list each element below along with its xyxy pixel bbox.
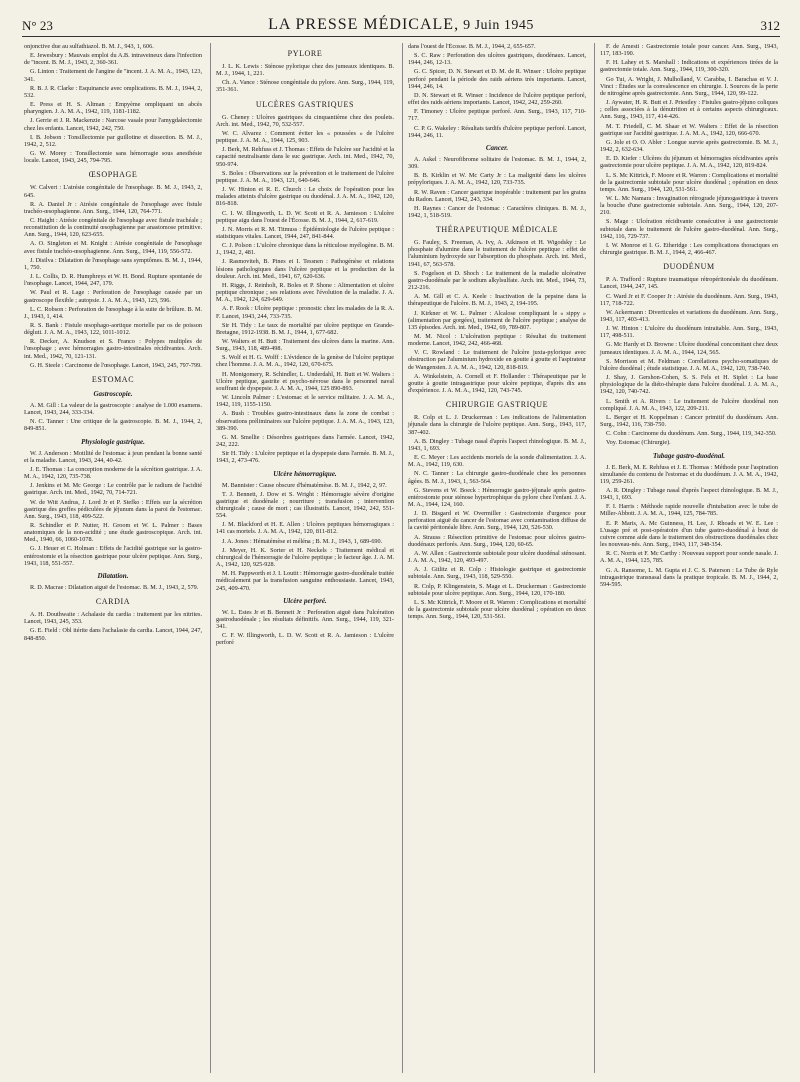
page-header [22, 8, 780, 37]
section-heading: THÉRAPEUTIQUE MÉDICALE [435, 225, 559, 235]
reference-entry: G. Cheney : Ulcères gastriques du cinquantième chez des poulets. Arch. int. Med., 1942, 70, 532-557. [216, 113, 394, 128]
reference-entry: Ch. A. Vance : Sténose congénitale du pylore. Ann. Surg., 1944, 119, 351-361. [216, 79, 394, 94]
reference-entry: C. F. W. Illingworth, L. D. W. Scott et R. A. Jamieson : L'ulcère perforé [216, 632, 394, 647]
reference-entry: S. Boles : Observations sur la prévention et le traitement de l'ulcère peptique. J. A. M. A., 1943, 121, 640-646. [216, 169, 394, 184]
reference-entry: J. Aywater, H. R. Butt et J. Priestley : Fistules gastro-jéjuno coliques ; celles associées à la dénutrition et à certains aspects chirurgicaux. Ann. Surg., 1943, 117, 414-426. [600, 99, 778, 121]
reference-entry: W. Calvert : L'atrésie congénitale de l'œsophage. B. M. J., 1943, 2, 645. [24, 184, 202, 199]
reference-entry: W. Ackermann : Diverticules et variations du duodénum. Ann. Surg., 1943, 117, 403-413. [600, 308, 778, 323]
column-4 [594, 43, 780, 1073]
reference-entry: J. E. Berk, M. E. Rehfuss et J. E. Thomas : Méthode pour l'aspiration simultanée du contenu de l'estomac et du duodénum. J. A. M. A., 1942, 119, 259-261. [600, 463, 778, 485]
reference-entry: R. C. Norris et F. Mc Carthy : Nouveau support pour sonde nasale. J. A. M. A., 1944, 125, 785. [600, 550, 778, 565]
reference-entry: G. Mc Hardy et D. Browne : Ulcère duodénal concomitant chez deux jumeaux identiques. J. A. M. A., 1944, 124, 565. [600, 341, 778, 356]
reference-entry: A. W. Allen : Gastrectomie subtotale pour ulcère duodénal sténosant. J. A. M. A., 1942, 120, 493-497. [408, 549, 586, 565]
reference-entry: R. Schindler et P. Nutter, H. Groom et W. L. Palmer : Bases anatomiques de la non-acidité ; une étude gastroscopique. Arch. int. Med., 1940, 66, 1060-1078. [24, 521, 202, 544]
reference-entry: P. A. Trafford : Rupture traumatique rétropéritonéale du duodénum. Lancet, 1944, 247, 145. [600, 276, 778, 291]
reference-entry: G. Fauley, S. Freeman, A. Ivy, A. Atkinson et H. Wigodsky : Le phosphate d'alumine dans le traitement de l'ulcère peptique : effet de l'aluminium hydroxyde sur l'absorption du phosphate. Arch. int. Med., 1941, 67, 563-578. [408, 239, 586, 268]
reference-entry: G. Linton : Traitement de l'angine de ''incent. J. A. M. A., 1943, 123, 341. [24, 68, 202, 83]
reference-entry: R. B. J. R. Clarke : Esquinancie avec omplications. B. M. J., 1944, 2, 532. [24, 84, 202, 99]
reference-entry: J. M. Blackford et H. E. Allen : Ulcères peptiques hémorragiques : 141 cas mortels. J. A. M. A., 1942, 120, 811-812. [216, 521, 394, 536]
reference-entry: J. A. Jones : Hématémèse et méléna ; B. M. J., 1943, 1, 689-690. [222, 537, 383, 545]
reference-entry: R. D. Macrae : Dilatation aiguë de l'estomac. B. M. J., 1943, 2, 579. [30, 583, 199, 591]
reference-entry: S. Morrison et M. Feldman : Corrélations psycho-somatiques de l'ulcère duodénal ; étude statistique. J. A. M. A., 1942, 120, 738-740. [600, 357, 778, 372]
reference-entry: L. Smith et A. Rivers : Le traitement de l'ulcère duodénal non compliqué. J. A. M. A., 1943, 122, 209-211. [600, 397, 778, 412]
reference-entry: E. Press et H. S. Altman : Empyème ompliquant un abcès pharyngien. J. A. M. A., 1942, 119, 1181-1182. [24, 101, 202, 116]
reference-entry: V. C. Rowland : Le traitement de l'ulcère juxta-pylorique avec obstruction par l'aluminium hydroxide en goutte à goutte et l'aspirateur de Wangensten. J. A. M. A., 1942, 120, 818-819. [408, 349, 586, 371]
text-columns [22, 43, 780, 1073]
reference-entry: E. C. Meyer : Les accidents mortels de la sonde d'alimentation. J. A. M. A., 1942, 119, 630. [408, 454, 586, 469]
reference-entry: J. E. Thomas : La conception moderne de la sécrétion gastrique. J. A. M. A., 1942, 120, 735-738. [24, 465, 202, 481]
section-heading: CARDIA [95, 597, 131, 607]
reference-entry: L. Berger et H. Koppelman : Cancer primitif du duodénum. Ann. Surg., 1942, 116, 738-750. [600, 413, 778, 429]
reference-entry: J. Rasmoviteh, B. Pines et I. Tessnen : Pathogénèse et relations lésions pathologiques dans l'ulcère peptique et la production de la douleur. Arch. int. Med., 1941, 67, 620-636. [216, 258, 394, 280]
reference-entry: D. N. Stewart et R. Winser : Incidence de l'ulcère peptique perforé, effet des raids aériens importants. Lancet, 1942, 242, 259-260. [408, 91, 586, 107]
reference-entry: G. M. Smellie : Désordres gastriques dans l'armée. Lancet, 1942, 242, 222. [216, 433, 394, 449]
column-2 [210, 43, 396, 1073]
reference-entry: G. Stevens et W. Boeck : Hémorragie gastro-jéjunale après gastro-entérostomie pour sténose hypertrophique du pylore chez l'enfant. J. A. M. A., 1944, 124, 160. [408, 486, 586, 508]
reference-entry: F. I. Harris : Méthode rapide nouvelle d'intubation avec le tube de Miller-Abbott. J. A. M. A., 1944, 125, 784-785. [600, 503, 778, 518]
reference-entry: E. Jewesbury : Mauvais emploi du A.B. intraveineux dans l'infection de ''incent. B. M. J., 1943, 2, 360-361. [24, 52, 202, 67]
reference-entry: N. C. Tanner : Une critique de la gastroscopie. B. M. J., 1944, 2, 849-851. [24, 418, 202, 433]
reference-entry: G. C. Spicer, D. N. Stewart et D. M. de R. Winser : Ulcère peptique perforé pendant la période des raids aériens très importants. Lancet, 1944, 246, 14. [408, 68, 586, 90]
reference-entry: H. Montgomery, R. Schindler, L. Underdahl, H. Butt et W. Walters : Ulcère peptique, gastrite et psycho-névrose dans le personnel naval souffrant de dyspepsie. J. A. M. A., 1944, 125 890-893. [216, 370, 394, 392]
reference-entry: J. W. Hinton et R. E. Church : Le choix de l'opération pour les malades atteints d'ulcère gastrique ou duodénal. J. A. M. A., 1942, 120, 816-818. [216, 186, 394, 208]
reference-entry: G. E. Field : Obl itérite dans l'achalasie du cardia. Lancet, 1944, 247, 848-850. [24, 627, 202, 642]
reference-entry: J. Kirkner et W. L. Palmer : Alcalose compliquant le « sippy » (alimentation par gorgées), traitement de l'ulcère peptique ; analyse de 135 épisodes. Arch. int. Med., 1942, 69, 789-807. [408, 309, 586, 331]
reference-entry: E. D. Kiefer : Ulcères du jéjunum et hémorragies récidivantes après gastrectomie pour ulcère peptique. J. A. M. A., 1942, 120, 819-824. [600, 155, 778, 170]
reference-entry: J. Meyer, H. K. Sorter et H. Neckels : Traitement médical et chirurgical de l'hémorragie de l'ulcère peptique ; le facteur âge. J. A. M. A., 1942, 120, 925-928. [216, 546, 394, 569]
reference-entry: J. N. Morris et R. M. Titmuss : Épidémiologie de l'ulcère peptique : statistiques vitales. Lancet, 1944, 247, 841-844. [216, 225, 394, 240]
reference-entry: S. Mage : Ulcération récidivante consécutive à une gastrectomie subtotale dans le traitement de l'ulcère gastro-duodénal. Ann. Surg., 1942, 116, 729-737. [600, 218, 778, 240]
reference-entry: W. Lincoln Palmer : L'estomac et le service militaire. J. A. M. A., 1942, 119, 1155-1150. [216, 394, 394, 409]
reference-entry: A. B. Dingley : Tubage nasal d'après l'aspect rhinologique. B. M. J., 1943, 1, 693. [408, 437, 586, 452]
reference-entry: M. T. Friedell, C. M. Shaar et W. Walters : Effet de la résection gastrique sur l'acidité gastrique. J. A. M. A., 1942, 120, 666-670. [600, 122, 778, 137]
reference-entry: J. L. Collis, D. R. Humphreys et W. H. Bond. Rupture spontanée de l'œsophage. Lancet, 1944, 247, 179. [24, 273, 202, 288]
reference-entry: W. L. Mc Namara : Invagination rétrograde jéjunogastrique à travers la bouche d'une gastrectomie subtotale. Ann. Surg., 1944, 120, 207-210. [600, 194, 778, 217]
reference-entry: W. C. Alvarez : Comment éviter les « poussées » de l'ulcère peptique. J. A. M. A., 1944, 125, 903. [216, 129, 394, 145]
reference-entry: M. H. Pappworth et J. I. Loutit : Hémorragie gastro-duodénale traitée médicalement par la transfusion sanguine enthousiaste. Lancet, 1943, 245, 409-470. [216, 570, 394, 592]
running-title [132, 16, 670, 34]
reference-entry: J. Gerrie et J. R. Mackenzie : Narcose vasale pour l'amygdalectomie chez les enfants. Lancet, 1942, 242, 750. [24, 117, 202, 132]
reference-entry: F. Timoney : Ulcère peptique perforé. Ann. Surg., 1943, 117, 710-717. [408, 108, 586, 123]
journal-title: LA PRESSE MÉDICALE, [268, 16, 460, 33]
reference-entry: H. Riggs, J. Reinholt, R. Boles et P. Shone : Alimentation et ulcère peptique chronique ; ses relations avec l'évolution de la maladie. J. A. M. A., 1942, 124, 629-649. [216, 281, 394, 304]
reference-entry: E. P. Maris, A. Mc Guinness, H. Lee, J. Rhoads et W. E. Lee : L'usage pré et post-opératoire d'un tube gastro-duodénal à bout de cuivre comme aide dans le traitement des obstructions duodénales chez les nouveau-nés. Ann. Surg., 1943, 117, 348-354. [600, 519, 778, 549]
reference-entry: A. J. Gitlitz et R. Colp : Histologie gastrique et gastrectomie subtotale. Ann. Surg., 1943, 118, 529-550. [408, 566, 586, 581]
subsection-heading: Gastroscopie. [93, 389, 133, 398]
reference-entry: C. Ward Jr et F. Cooper Jr : Atrésie du duodénum. Ann. Surg., 1943, 117, 718-722. [600, 292, 778, 307]
reference-entry: J. Disilva : Dilatation de l'œsophage sans symptômes. B. M. J., 1944, 1, 750. [24, 256, 202, 271]
reference-entry: A. Strauss : Résection primitive de l'estomac pour ulcères gastro-duodénaux perforés. Ann. Surg., 1944, 120, 60-65. [408, 533, 586, 548]
reference-entry: R. W. Raven : Cancer gastrique inopérable : traitement par les grains du Radon. Lancet, 1942, 243, 334. [408, 188, 586, 203]
reference-entry: M. M. Nicol : L'ulcération peptique : Résultat du traitement moderne. Lancet, 1942, 242, 466-468. [408, 333, 586, 348]
reference-entry: F. de Amesti : Gastrectomie totale pour cancer. Ann. Surg., 1943, 117, 183-190. [600, 43, 778, 58]
reference-entry: R. Decker, A. Knudson et S. Franco : Polypes multiples de l'œsophage ; avec hémorragies gastro-intestinales récidivantes. Arch. int. Med., 1942, 70, 121-131. [24, 338, 202, 360]
reference-entry: A. Askel : Neurofibrome solitaire de l'estomac. B. M. J., 1944, 2, 309. [408, 155, 586, 171]
reference-entry: G. J. Heuer et C. Holman : Effets de l'acidité gastrique sur la gastro-entérostomie et la résection gastrique pour ulcère peptique. Ann. Surg., 1943, 118, 551-557. [24, 545, 202, 567]
reference-entry: Go Tui, A. Wright, J. Mulholland, V. Carabba, I. Barachas et V. J. Vinci : Études sur la convalescence en chirurgie. I. Sources de la perte de nitrogène après gastrectomie. Ann. Surg., 1944, 120, 99-122. [600, 75, 778, 97]
reference-entry: Sir H. Tidy : L'ulcère peptique et la dyspepsie dans l'armée. B. M. J., 1943, 2, 473-476. [216, 450, 394, 465]
reference-entry: onjonctive due au sulfathiazol. B. M. J., 943, 1, 606. [24, 43, 154, 50]
reference-entry: C. Haight : Atrésie congénitale de l'œsophage avec fistule trachéale ; reconstitution de la continuité œsophagienne par anastomose primitive. Ann. Surg., 1944, 120, 623-655. [24, 216, 202, 239]
reference-entry: W. de Witt Andrus, J. Lord Jr et P. Stefko : Effets sur la sécrétion gastrique des greffes pédiculées de jéjunum dans la paroi de l'estomac. Ann. Surg., 1943, 118, 499-522. [24, 498, 202, 520]
issue-number: N° 23 [22, 18, 53, 33]
reference-entry: S. C. Raw : Perforation des ulcères gastriques, duodénaux. Lancet, 1944, 246, 12-13. [408, 52, 586, 67]
section-heading: CHIRURGIE GASTRIQUE [445, 400, 549, 410]
reference-entry: S. Wolf et H. G. Wolff : L'évidence de la genèse de l'ulcère peptique chez l'homme. J. A. M. A., 1942, 120, 670-675. [216, 354, 394, 369]
reference-entry: C. P. G. Wakeley : Résultats tardifs d'ulcère peptique perforé. Lancet, 1944, 246, 11. [408, 124, 586, 139]
reference-entry: C. J. Polson : L'ulcère chronique dans la réticulose myélogène. B. M. J., 1942, 2, 481. [216, 242, 394, 257]
reference-entry: I. B. Jobson : Tonsillectomie par guillotine et dissection. B. M. J., 1942, 2, 512. [24, 133, 202, 148]
reference-entry: R. Colp, P. Klingenstein, S. Mage et L. Druckerman : Gastrectomie subtotale pour ulcère peptique. Ann. Surg., 1944, 120, 170-180. [408, 582, 586, 597]
reference-entry: J. L. K. Lewis : Sténose pylorique chez des jumeaux identiques. B. M. J., 1944, 1, 221. [216, 63, 394, 78]
column-1 [22, 43, 204, 1073]
reference-entry: A. R. Dingley : Tubage nasal d'après l'aspect rhinologique. B. M. J., 1943, 1, 693. [600, 486, 778, 502]
reference-entry: R. A. Daniel Jr : Atrésie congénitale de l'œsophage avec fistule trachéo-œsophagienne. Ann. Surg., 1944, 120, 764-771. [24, 200, 202, 215]
reference-entry: L. C. Robson : Perforation de l'œsophage à la suite de brûlure. B. M. J., 1943, 1, 414. [24, 305, 202, 320]
reference-entry: A. O. Singleton et M. Knight : Atrésie congénitale de l'œsophage avec fistule trachéo-œsophagienne. Ann. Surg., 1944, 119, 556-572. [24, 240, 202, 255]
reference-entry: A. M. Gill et C. A. Keele : Inactivation de la pepsine dans la thérapeutique de l'ulcère. B. M. J., 1943, 2, 194-195. [408, 293, 586, 308]
reference-entry: B. B. Kirklin et W. Mc Carty Jr : La malignité dans les ulcères prépyloriques. J. A. M. A., 1942, 120, 733-735. [408, 172, 586, 187]
reference-entry: G. A. Ransome, L. M. Gupta et J. C. S. Paterson : Le Tube de Ryle intragastrique transnasal dans la pratique tropicale. B. M. J., 1944, 2, 594-595. [600, 566, 778, 588]
reference-entry: R. S. Bank : Fistule œsophago-aortique mortelle par os de poisson dégluti. J. A. M. A., 1943, 122, 1011-1012. [24, 322, 202, 337]
section-heading: DUODÉNUM [663, 262, 715, 272]
reference-entry: A. F. Rook : Ulcère peptique : pronostic chez les malades de la R. A. F. Lancet, 1943, 244, 733-735. [216, 305, 394, 320]
page-number: 312 [760, 18, 780, 33]
reference-entry: J. W. Hinton : L'ulcère du duodénum intraitable. Ann. Surg., 1943, 117, 498-511. [600, 325, 778, 340]
subsection-heading: Ulcère perforé. [283, 596, 327, 605]
reference-entry: J. Shay, J. Gershon-Cohen, S. S. Fels et H. Siplet : La base physiologique de la diéto-thérapie dans l'ulcère duodénal. J. A. M. A., 1942, 120, 740-742. [600, 374, 778, 396]
reference-entry: L. S. Mc Kittrick, F. Moore et R. Warren : Complications et mortalité de la gastrectomie subtotale pour ulcère duodénal ; opération en deux temps. Ann. Surg., 1944, 120, 531-561. [600, 171, 778, 193]
reference-entry: C. I. W. Illingworth, L. D. W. Scott et R. A. Jamieson : L'ulcère peptique aigu dans l'ouest de l'Écosse. B. M. J., 1944, 2, 617-619. [216, 209, 394, 224]
reference-entry: N. C. Tanner : La chirurgie gastro-duodénale chez les personnes âgées. B. M. J., 1943, 1, 563-564. [408, 470, 586, 485]
reference-entry: W. Walters et H. Butt : Traitement des ulcères dans la marine. Ann. Surg., 1943, 118, 489-498. [216, 338, 394, 353]
reference-entry: L. S. Mc Kittrick, F. Moore et R. Warren : Complications et mortalité de la gastrectomie subtotale pour ulcère duodénal ; opération en deux temps. Ann. Surg., 1944, 120, 531-561. [408, 598, 586, 621]
section-heading: PYLORE [287, 49, 323, 58]
reference-entry: Sir H. Tidy : Le taux de mortalité par ulcère peptique en Grande-Bretagne, 1912-1938. B. M. J., 1944, 1, 677-682. [216, 321, 394, 336]
subsection-heading: Dilatation. [97, 571, 129, 580]
section-heading: ULCÈRES GASTRIQUES [255, 99, 355, 109]
reference-entry: A. Winkelstein, A. Cornell et F. Hollander : Thérapeutique par le goutte à goutte intragastrique pour ulcère peptique, d'après dix ans d'expérience. J. A. M. A., 1942, 120, 743-745. [408, 372, 586, 395]
subsection-heading: Cancer. [485, 143, 509, 152]
journal-page [22, 8, 780, 1074]
reference-entry: I. W. Monroe et I. G. Etheridge : Les complications thoraciques en chirurgie gastrique. B. M. J., 1944, 2, 466-467. [600, 241, 778, 257]
section-heading: ŒSOPHAGE [88, 170, 138, 180]
reference-entry: R. Colp et L. J. Druckerman : Les indications de l'alimentation jéjunale dans la chirurgie de l'ulcère peptique. Ann. Surg., 1943, 117, 387-402. [408, 414, 586, 436]
reference-entry: T. J. Bennett, J. Dow et S. Wright : Hémorragie sévère d'origine gastrique et duodénale ; nourriture ; transfusion ; intervention chirurgicale ; cause de mort ; cas illustratifs. Lancet, 1942, 242, 551-554. [216, 490, 394, 520]
reference-entry: C. Cohn : Carcinome du duodénum. Ann. Surg., 1944, 119, 342-350. [606, 430, 777, 438]
reference-entry: W. L. Estes Jr et B. Bennett Jr : Perforation aiguë dans l'ulcération gastroduodénale ; les résultats définitifs. Ann. Surg., 1944, 119, 321-341. [216, 608, 394, 630]
reference-entry: dans l'ouest de l'Écosse. B. M. J., 1944, 2, 655-657. [408, 43, 536, 50]
reference-entry: W. J. Anderson : Motilité de l'estomac à jeun pendant la bonne santé et la maladie. Lancet, 1943, 244, 40-42. [24, 449, 202, 464]
reference-entry: W. Paul et R. Lage : Perforation de l'œsophage causée par un gastroscope flexible ; autopsie. J. A. M. A., 1943, 123, 596. [24, 289, 202, 304]
column-3 [402, 43, 588, 1073]
reference-entry: H. Raynes : Cancer de l'estomac : Caractères cliniques. B. M. J., 1942, 1, 518-519. [408, 204, 586, 219]
reference-entry: J. Berk, M. Rehfuss et J. Thomas : Effets de l'ulcère sur l'acidité et la capacité neutralisante dans le suc gastrique. Arch. int. Med., 1942, 70, 950-974. [216, 146, 394, 168]
issue-date: 9 Juin 1945 [463, 18, 534, 33]
subsection-heading: Ulcère hémorragique. [273, 469, 337, 478]
reference-entry: A. H. Douthwaite : Achalasie du cardia : traitement par les nitrites. Lancet, 1943, 245, 353. [24, 611, 202, 626]
section-heading: ESTOMAC [91, 374, 135, 384]
reference-entry: J. Jenkins et M. Mc George : Le contrôle par le radium de l'acidité gastrique. Arch. int. Med., 1942, 70, 714-721. [24, 482, 202, 497]
reference-entry: M. Bannister : Cause obscure d'hématémèse. B. M. J., 1942, 2, 97. [222, 481, 387, 489]
reference-entry: Voy. Estomac (Chirurgie). [606, 439, 671, 447]
reference-entry: J. D. Bisgard et W. Overmiller : Gastrectomie d'urgence pour perforation aiguë du cancer de l'estomac avec contamination diffuse de la cavité péritonéale libre. Ann. Surg., 1944, 120, 526-530. [408, 510, 586, 532]
reference-entry: A. M. Gill : La valeur de la gastroscopie : analyse de 1.000 examens. Lancet, 1943, 244, 333-334. [24, 401, 202, 417]
reference-entry: S. Fogelson et D. Shoch : Le traitement de la maladie ulcérative gastro-duodénale par le sodium alkylsulfate. Arch. int. Med., 1944, 73, 212-216. [408, 269, 586, 292]
subsection-heading: Tubage gastro-duodénal. [652, 451, 726, 460]
subsection-heading: Physiologie gastrique. [81, 437, 145, 446]
reference-entry: G. W. Morey : Tonsillectomie sans hémorragie sous anesthésie locale. Lancet, 1943, 245, 794-795. [24, 150, 202, 165]
reference-entry: G. Jole et O. O. Abler : Longue survie après gastrectomie. B. M. J., 1942, 2, 632-634. [600, 138, 778, 154]
reference-entry: F. H. Lahey et S. Marshall : Indications et expériences tirées de la gastrectomie totale. Ann. Surg., 1944, 119, 300-320. [600, 59, 778, 74]
reference-entry: G. H. Steele : Carcinome de l'œsophage. Lancet, 1943, 245, 797-799. [30, 361, 202, 369]
reference-entry: A. Bush : Troubles gastro-intestinaux dans la zone de combat : observations préliminaires sur l'ulcère peptique. J. A. M. A., 1943, 123, 389-390. [216, 410, 394, 432]
